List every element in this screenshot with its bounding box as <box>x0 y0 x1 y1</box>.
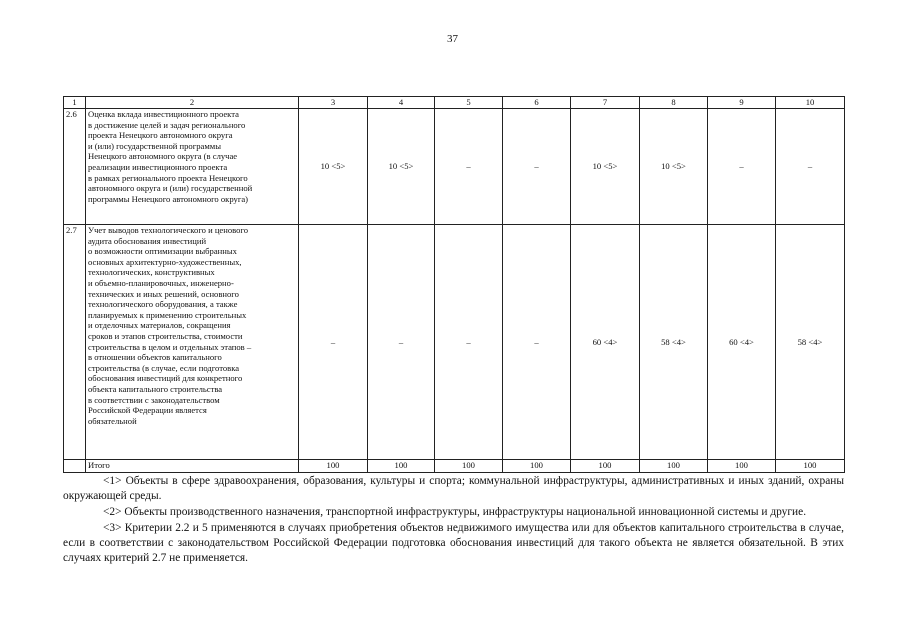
table-cell: 10 <5> <box>299 109 368 225</box>
column-header: 10 <box>776 97 845 109</box>
description-line: обоснования инвестиций для конкретного <box>88 373 243 384</box>
description-line: обязательной <box>88 415 137 426</box>
table-cell: 60 <4> <box>571 225 640 460</box>
description-line: и (или) государственной программы <box>88 140 221 151</box>
total-label: Итого <box>86 460 299 473</box>
table-cell: – <box>299 225 368 460</box>
column-header: 4 <box>368 97 435 109</box>
table-cell: – <box>368 225 435 460</box>
table-cell: 100 <box>776 460 845 473</box>
criteria-table <box>63 96 845 473</box>
description-line: и отделочных материалов, сокращения <box>88 320 231 331</box>
description-line: в достижение целей и задач регионального <box>88 119 246 130</box>
description-line: аудита обоснования инвестиций <box>88 235 207 246</box>
description-line: в отношении объектов капитального <box>88 352 222 363</box>
column-header: 7 <box>571 97 640 109</box>
row-number: 2.6 <box>64 109 86 225</box>
row-number <box>64 460 86 473</box>
table-cell: 100 <box>435 460 503 473</box>
footnotes <box>63 474 844 567</box>
footnote: <3> Критерии 2.2 и 5 применяются в случаях приобретения объектов недвижимого имущества или для объектов капитального строительства в случае, если в соответствии с законодательством Российской Федерации подготовка обоснования инвестиций для такого объекта не является обязательной. В этих случаях критерий 2.7 не применяется. <box>63 522 844 564</box>
criterion-description <box>86 109 299 225</box>
description-line: реализации инвестиционного проекта <box>88 161 228 172</box>
footnote: <2> Объекты производственного назначения, транспортной инфраструктуры, инфраструктуры национальной инновационной системы и другие. <box>103 506 807 518</box>
description-line: в соответствии с законодательством <box>88 394 220 405</box>
table-cell: – <box>503 225 571 460</box>
page-number: 37 <box>447 33 458 45</box>
table-header-row <box>64 97 845 109</box>
table-cell: 10 <5> <box>368 109 435 225</box>
description-line: планируемых к применению строительных <box>88 309 247 320</box>
description-line: автономного округа и (или) государственной <box>88 183 253 194</box>
table-row-2-7 <box>64 225 845 460</box>
description-line: Ненецкого автономного округа (в случае <box>88 151 238 162</box>
table-cell: – <box>503 109 571 225</box>
description-line: Оценка вклада инвестиционного проекта <box>88 109 239 119</box>
table-cell: 60 <4> <box>708 225 776 460</box>
table-cell: 100 <box>368 460 435 473</box>
description-line: программы Ненецкого автономного округа) <box>88 193 249 204</box>
description-line: в рамках регионального проекта Ненецкого <box>88 172 248 183</box>
table-row-total <box>64 460 845 473</box>
description-line: технологических, конструктивных <box>88 267 215 278</box>
description-line: строительства в целом и отдельных этапов – <box>88 341 252 352</box>
table-row-2-6 <box>64 109 845 225</box>
description-line: и объемно-планировочных, инженерно- <box>88 277 234 288</box>
table-cell: 58 <4> <box>640 225 708 460</box>
table-cell: – <box>435 225 503 460</box>
description-line: Учет выводов технологического и ценового <box>88 225 249 235</box>
table-cell: – <box>435 109 503 225</box>
description-line: сроков и этапов строительства, стоимости <box>88 330 243 341</box>
table-cell: 58 <4> <box>776 225 845 460</box>
column-header: 5 <box>435 97 503 109</box>
description-line: о возможности оптимизации выбранных <box>88 246 237 257</box>
description-line: проекта Ненецкого автономного округа <box>88 130 233 141</box>
table-cell: 100 <box>708 460 776 473</box>
description-line: основных архитектурно-художественных, <box>88 256 242 267</box>
column-header: 2 <box>86 97 299 109</box>
table-cell: 100 <box>640 460 708 473</box>
description-line: строительства (в случае, если подготовка <box>88 362 240 373</box>
column-header: 6 <box>503 97 571 109</box>
column-header: 1 <box>64 97 86 109</box>
table-cell: 100 <box>503 460 571 473</box>
table-cell: 10 <5> <box>571 109 640 225</box>
column-header: 8 <box>640 97 708 109</box>
column-header: 9 <box>708 97 776 109</box>
footnote: <1> Объекты в сфере здравоохранения, образования, культуры и спорта; коммунальной инфраструктуры, административных и иных зданий, охраны окружающей среды. <box>63 475 844 502</box>
criterion-description <box>86 225 299 460</box>
description-line: технических и иных решений, основного <box>88 288 239 299</box>
table-cell: – <box>708 109 776 225</box>
table-cell: – <box>776 109 845 225</box>
description-line: объекта капитального строительства <box>88 383 223 394</box>
column-header: 3 <box>299 97 368 109</box>
description-line: Российской Федерации является <box>88 405 207 416</box>
table-cell: 100 <box>571 460 640 473</box>
table-cell: 10 <5> <box>640 109 708 225</box>
table-cell: 100 <box>299 460 368 473</box>
row-number: 2.7 <box>64 225 86 460</box>
description-line: технологического оборудования, а также <box>88 299 238 310</box>
